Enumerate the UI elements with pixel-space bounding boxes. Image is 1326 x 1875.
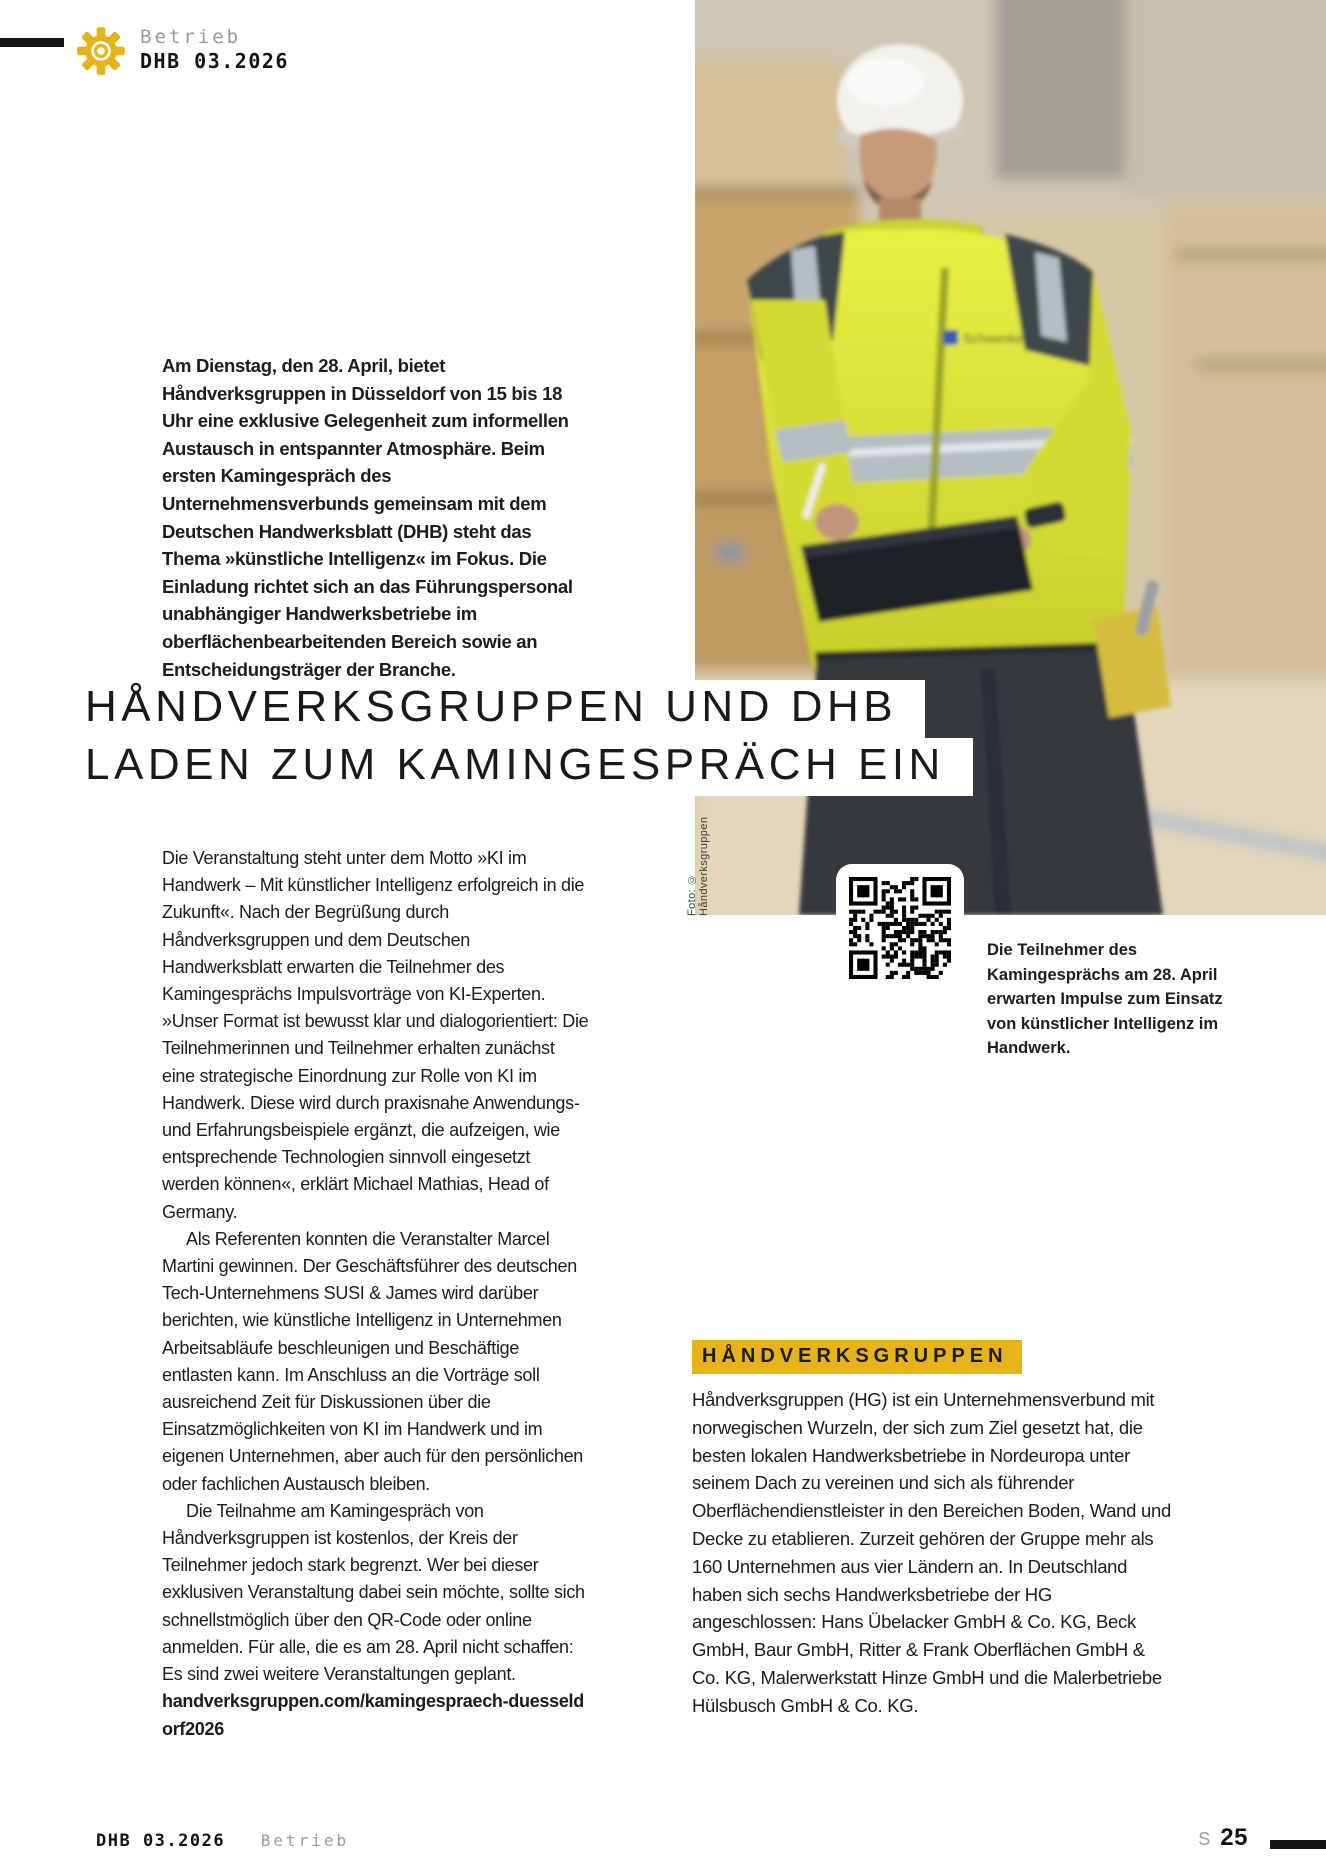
infobox-handverksgruppen	[692, 1340, 1172, 1720]
headline-line-2: LADEN ZUM KAMINGESPRÄCH EIN	[85, 738, 973, 796]
footer-section-label: Betrieb	[260, 1831, 350, 1850]
article-headline	[85, 680, 973, 796]
gear-icon	[76, 26, 126, 76]
intro-paragraph: Am Dienstag, den 28. April, bietet Håndverksgruppen in Düsseldorf von 15 bis 18 Uhr eine exklusive Gelegenheit zum informellen Austausch in entspannter Atmosphäre. Beim ersten Kamingespräch des Unternehmensverbunds gemeinsam mit dem Deutschen Handwerksblatt (DHB) steht das Thema »künstliche Intelligenz« im Fokus. Die Einladung richtet sich an das Führungspersonal unabhängiger Handwerksbetriebe im oberflächenbearbeitenden Bereich sowie an Entscheidungsträger der Branche.	[162, 355, 573, 680]
article-paragraph-2: Als Referenten konnten die Veranstalter Marcel Martini gewinnen. Der Geschäftsführer des deutschen Tech-Unternehmens SUSI & James wird darüber berichten, wie künstliche Intelligenz in Unternehmen Arbeitsabläufe beschleunigen und Beschäftige entlasten kann. Im Anschluss an die Vorträge soll ausreichend Zeit für Diskussionen über die Einsatzmöglichkeiten von KI im Handwerk und im eigenen Unternehmen, aber auch für den persönlichen oder fachlichen Austausch bleiben.	[162, 1228, 583, 1494]
headline-line-1: HÅNDVERKSGRUPPEN UND DHB	[85, 680, 925, 738]
qr-code	[849, 877, 951, 979]
footer-edge-mark	[1270, 1840, 1326, 1849]
article-paragraph-3: Die Teilnahme am Kamingespräch von Håndverksgruppen ist kostenlos, der Kreis der Teilnehmer jedoch stark begrenzt. Wer bei dieser exklusiven Veranstaltung dabei sein möchte, sollte sich schnellstmöglich über den QR-Code oder online anmelden. Für alle, die es am 28. April nicht schaffen: Es sind zwei weitere Veranstaltungen geplant.	[162, 1500, 585, 1685]
qr-card	[836, 864, 964, 992]
infobox-body: Håndverksgruppen (HG) ist ein Unternehmensverbund mit norwegischen Wurzeln, der sich zum Ziel gesetzt hat, die besten lokalen Handwerksbetriebe in Nordeuropa unter seinem Dach zu vereinen und sich als führender Oberflächendienstleister in den Bereichen Boden, Wand und Decke zu etablieren. Zurzeit gehören der Gruppe mehr als 160 Unternehmen aus vier Ländern an. In Deutschland haben sich sechs Handwerksbetriebe der HG angeschlossen: Hans Übelacker GmbH & Co. KG, Beck GmbH, Baur GmbH, Ritter & Frank Oberflächen GmbH & Co. KG, Malerwerkstatt Hinze GmbH und die Malerbetriebe Hülsbusch GmbH & Co. KG.	[692, 1389, 1171, 1716]
photo-credit: Foto: © Håndverksgruppen	[686, 816, 710, 916]
footer-issue-label: DHB 03.2026	[96, 1831, 226, 1851]
footer-page-indicator	[1198, 1824, 1248, 1852]
header-issue-label: DHB 03.2026	[140, 49, 289, 73]
page-header	[76, 26, 289, 76]
header-section-label: Betrieb	[140, 26, 242, 48]
page-edge-mark	[0, 38, 64, 47]
infobox-title: HÅNDVERKSGRUPPEN	[692, 1340, 1022, 1374]
registration-link[interactable]: handverksgruppen.com/kamingespraech-duesseldorf2026	[162, 1691, 584, 1739]
footer-page-number: 25	[1220, 1824, 1248, 1851]
article-paragraph-1: Die Veranstaltung steht unter dem Motto »KI im Handwerk – Mit künstlicher Intelligenz erfolgreich in die Zukunft«. Nach der Begrüßung durch Håndverksgruppen und dem Deutschen Handwerksblatt erwarten die Teilnehmer des Kamingesprächs Impulsvorträge von KI-Experten. »Unser Format ist bewusst klar und dialogorientiert: Die Teilnehmerinnen und Teilnehmer erhalten zunächst eine strategische Einordnung zur Rolle von KI im Handwerk. Diese wird durch praxisnahe Anwendungs- und Erfahrungsbeispiele ergänzt, die aufzeigen, wie entsprechende Technologien sinnvoll eingesetzt werden können«, erklärt Michael Mathias, Head of Germany.	[162, 848, 589, 1222]
footer-left	[96, 1831, 349, 1851]
article-body	[162, 845, 590, 1743]
jacket-logo-text: Schwenke	[963, 331, 1023, 346]
footer-page-prefix: S	[1198, 1829, 1212, 1849]
qr-caption: Die Teilnehmer des Kamingesprächs am 28. April erwarten Impulse zum Einsatz von künstlicher Intelligenz im Handwerk.	[987, 941, 1223, 1058]
